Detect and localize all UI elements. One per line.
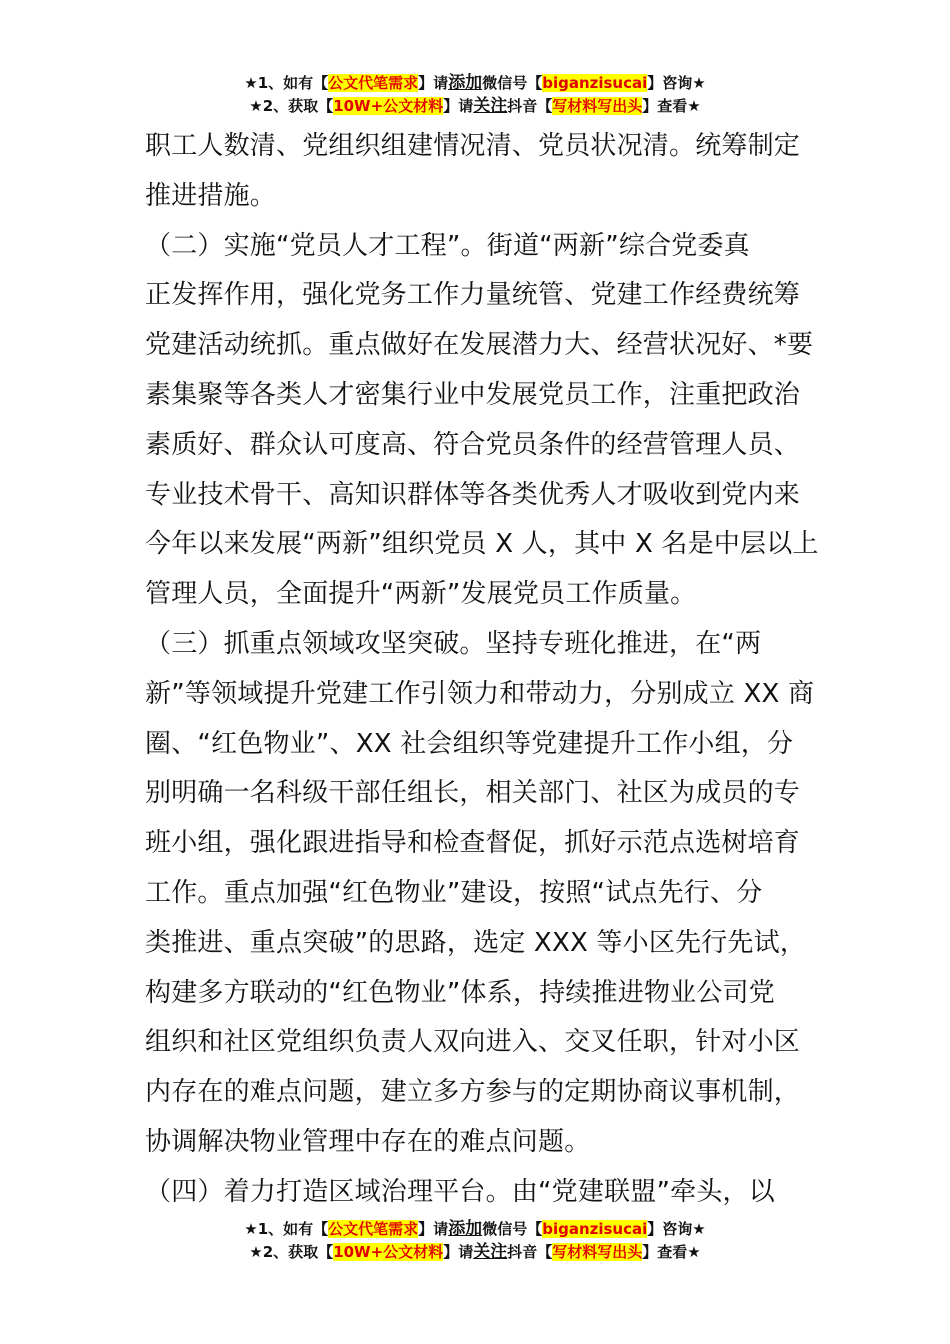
banner-line-1 xyxy=(0,72,950,95)
banner-text: 】查看★ xyxy=(642,1243,701,1261)
body-line: 构建多方联动的“红色物业”体系，持续推进物业公司党 xyxy=(145,977,775,1008)
body-line: 管理人员，全面提升“两新”发展党员工作质量。 xyxy=(145,579,697,610)
banner-text: 】请 xyxy=(418,1220,449,1238)
banner-text: ★2、获取【 xyxy=(249,1243,334,1261)
banner-emphasis: 添加 xyxy=(448,73,483,93)
banner-wechat-id: biganzisucai xyxy=(542,1220,648,1238)
body-line: 内存在的难点问题，建立多方参与的定期协商议事机制， xyxy=(145,1077,801,1108)
banner-douyin-id: 写材料写出头 xyxy=(552,1243,643,1261)
banner-emphasis: 添加 xyxy=(448,1219,483,1239)
document-body xyxy=(145,124,819,1220)
body-line: 协调解决物业管理中存在的难点问题。 xyxy=(145,1126,591,1157)
banner-emphasis: 关注 xyxy=(473,96,508,116)
banner-text: 】请 xyxy=(443,1243,474,1261)
body-line: 素集聚等各类人才密集行业中发展党员工作，注重把政治 xyxy=(145,379,801,410)
body-line: 推进措施。 xyxy=(145,180,277,211)
banner-text: 】请 xyxy=(418,74,449,92)
banner-text: 】咨询★ xyxy=(647,74,706,92)
body-line: 正发挥作用，强化党务工作力量统管、党建工作经费统筹 xyxy=(145,280,801,311)
banner-text: ★1、如有【 xyxy=(244,74,329,92)
section-heading-line: （二）实施“党员人才工程”。街道“两新”综合党委真 xyxy=(145,230,750,261)
body-line: 组织和社区党组织负责人双向进入、交叉任职，针对小区 xyxy=(145,1027,801,1058)
section-heading-line: （四）着力打造区域治理平台。由“党建联盟”牵头，以 xyxy=(145,1176,775,1207)
banner-text: 抖音【 xyxy=(507,97,553,115)
banner-highlight: 10W+公文材料 xyxy=(333,1243,444,1261)
body-line: 工作。重点加强“红色物业”建设，按照“试点先行、分 xyxy=(145,877,763,908)
body-line: 班小组，强化跟进指导和检查督促，抓好示范点选树培育 xyxy=(145,828,801,859)
body-line: 别明确一名科级干部任组长，相关部门、社区为成员的专 xyxy=(145,778,801,809)
banner-wechat-id: biganzisucai xyxy=(542,74,648,92)
banner-highlight: 10W+公文材料 xyxy=(333,97,444,115)
body-line: 类推进、重点突破”的思路，选定 XXX 等小区先行先试， xyxy=(145,927,807,958)
footer-banner xyxy=(0,1218,950,1264)
body-line: 圈、“红色物业”、XX 社会组织等党建提升工作小组，分 xyxy=(145,728,794,759)
banner-line-2 xyxy=(0,1241,950,1264)
banner-text: ★2、获取【 xyxy=(249,97,334,115)
banner-highlight: 公文代笔需求 xyxy=(328,1220,419,1238)
banner-emphasis: 关注 xyxy=(473,1242,508,1262)
body-line: 素质好、群众认可度高、符合党员条件的经营管理人员、 xyxy=(145,429,801,460)
body-line: 专业技术骨干、高知识群体等各类优秀人才吸收到党内来 xyxy=(145,479,801,510)
banner-line-2 xyxy=(0,95,950,118)
body-line: 今年以来发展“两新”组织党员 X 人，其中 X 名是中层以上 xyxy=(145,529,819,560)
banner-text: ★1、如有【 xyxy=(244,1220,329,1238)
banner-text: 】查看★ xyxy=(642,97,701,115)
body-line: 职工人数清、党组织组建情况清、党员状况清。统筹制定 xyxy=(145,131,801,161)
body-line: 党建活动统抓。重点做好在发展潜力大、经营状况好、*要 xyxy=(145,330,814,361)
banner-text: 】咨询★ xyxy=(647,1220,706,1238)
body-line: 新”等领域提升党建工作引领力和带动力，分别成立 XX 商 xyxy=(145,678,815,709)
banner-line-1 xyxy=(0,1218,950,1241)
banner-douyin-id: 写材料写出头 xyxy=(552,97,643,115)
banner-text: 微信号【 xyxy=(482,74,543,92)
header-banner xyxy=(0,72,950,118)
banner-text: 】请 xyxy=(443,97,474,115)
banner-text: 抖音【 xyxy=(507,1243,553,1261)
banner-text: 微信号【 xyxy=(482,1220,543,1238)
section-heading-line: （三）抓重点领域攻坚突破。坚持专班化推进，在“两 xyxy=(145,628,762,659)
banner-highlight: 公文代笔需求 xyxy=(328,74,419,92)
